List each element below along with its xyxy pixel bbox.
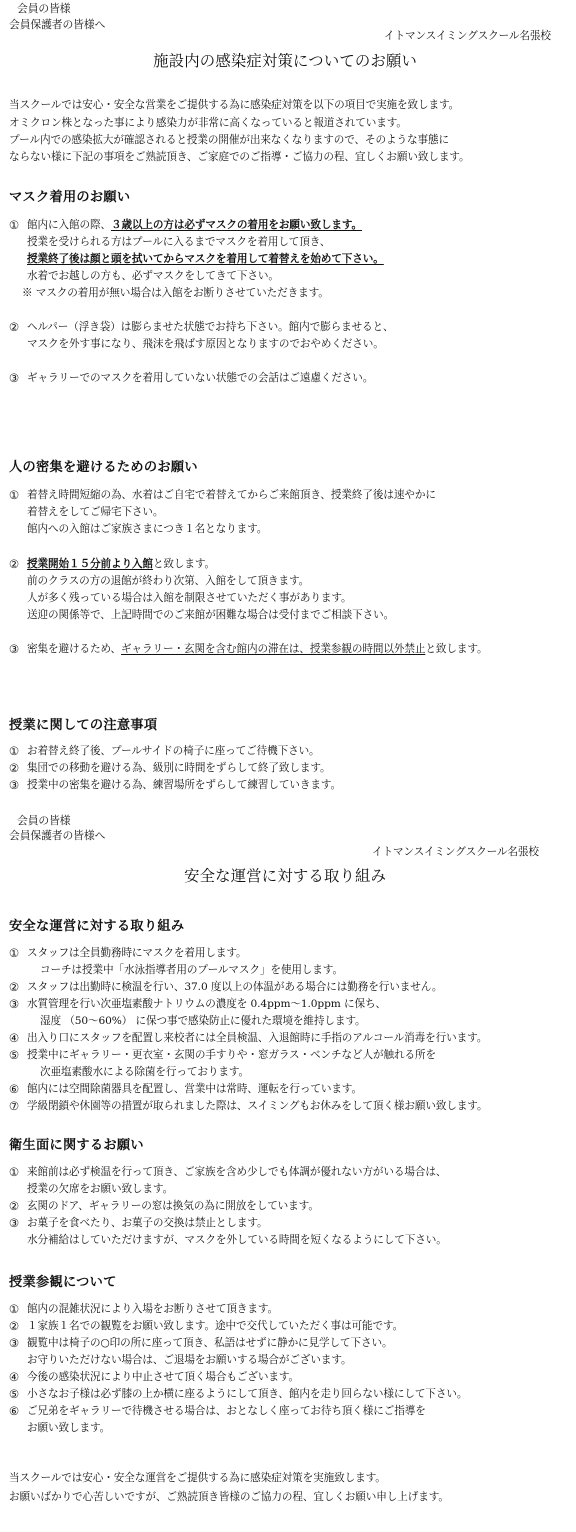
hygiene-item-line: 授業の欠席をお願い致します。 [27,1183,174,1195]
crowd-item-2-line: 前のクラスの方の退館が終わり次第、入館をして頂きます。 [27,575,310,587]
hygiene-item-line: 玄関のドア、ギャラリーの窓は換気の為に開放をしています。 [27,1200,319,1212]
salutation-guardians: 会員保護者の皆様へ [9,18,106,31]
mask-note: ※ マスクの着用が無い場合は入館をお断りさせていただきます。 [22,287,329,299]
lesson-item: 授業中の密集を避ける為、練習場所をずらして練習していきます。 [27,779,341,791]
hygiene-item-line: 水分補給はしていただけますが、マスクを外している時間を短くなるようにして下さい。 [27,1234,447,1246]
mask-item-3-line: ギャラリーでのマスクを着用していない状態での会話はご遠慮ください。 [27,372,374,384]
crowd-item-3-text: 密集を避けるため、 [27,643,122,655]
crowd-item-2-line [27,557,215,571]
salutation-guardians: 会員保護者の皆様へ [9,829,106,842]
closing-line: 当スクールでは安心・安全な運営をご提供する為に感染症対策を実施致します。 [9,1472,386,1484]
item-number: ① [8,1302,20,1316]
hygiene-item-line: お菓子を食べたり、お菓子の交換は禁止とします。 [27,1217,268,1229]
observation-item-line: 観覧中は椅子の○印の所に座って頂き、私語はせずに静かに見学して下さい。 [27,1337,393,1349]
item-number: ④ [8,1031,20,1045]
intro-line: オミクロン株となった事により感染力が非常に高くなっていると報道されています。 [9,117,407,129]
section-heading-lesson: 授業に関しての注意事項 [9,718,158,733]
item-number: ⑥ [8,1082,20,1096]
school-name: イトマンスイミングスクール名張校 [372,846,539,858]
observation-item-line: ご兄弟をギャラリーで待機させる場合は、おとなしく座ってお待ち頂く様にご指導を [27,1405,426,1417]
item-number: ③ [8,778,20,792]
item-number: ⑦ [8,1099,20,1113]
stay-restriction-rule: ギャラリー・玄関を含む館内の滞在は、授業参観の時間以外禁止 [121,643,426,655]
crowd-item-3-text: と致します。 [425,643,488,655]
crowd-item-3-line [27,642,487,656]
observation-item-line: お守りいただけない場合は、ご退場をお願いする場合がございます。 [27,1354,352,1366]
school-name: イトマンスイミングスクール名張校 [384,30,551,42]
item-number: ① [8,1165,20,1179]
safety-item-line: 学級閉鎖や休園等の措置が取られました際は、スイミングもお休みをして頂く様お願い致します。 [27,1100,488,1112]
crowd-item-2-line: 人が多く残っている場合は入館を制限させていただく事があります。 [27,592,352,604]
mask-item-2-line: ヘルパー（浮き袋）は膨らませた状態でお持ち下さい。館内で膨らませると、 [27,321,394,333]
page-title: 安全な運営に対する取り組み [184,867,387,885]
closing-line: お願いばかりで心苦しいですが、ご熟読頂き皆様のご協力の程、宜しくお願い申し上げます。 [9,1491,449,1503]
item-number: ② [8,320,20,334]
item-number: ② [8,1319,20,1333]
mask-item-1-line [27,218,362,232]
crowd-item-1-line: 館内への入館はご家族さまにつき１名となります。 [27,523,268,535]
intro-line: 当スクールでは安心・安全な営業をご提供する為に感染症対策を以下の項目で実施を致します。 [9,99,460,111]
crowd-item-1-line: 着替えをしてご帰宅下さい。 [27,506,164,518]
observation-item-line: 館内の混雑状況により入場をお断りさせて頂きます。 [27,1303,279,1315]
intro-line: プール内での感染拡大が確認されると授業の開催が出来なくなりますので、そのような事態に [9,134,449,146]
item-number: ③ [8,997,20,1011]
item-number: ③ [8,1336,20,1350]
item-number: ④ [8,1370,20,1384]
item-number: ⑥ [8,1404,20,1418]
item-number: ② [8,557,20,571]
section-heading-hygiene: 衛生面に関するお願い [9,1138,144,1153]
safety-item-line: 出入り口にスタッフを配置し来校者には全員検温、入退館時に手指のアルコール消毒を行います。 [27,1032,488,1044]
safety-item-line: スタッフは出勤時に検温を行い、37.0 度以上の体温がある場合には勤務を行いません。 [27,981,443,993]
safety-item-line: 次亜塩素酸水による除菌を行っております。 [40,1066,250,1078]
lesson-item: お着替え終了後、プールサイドの椅子に座ってご待機下さい。 [27,745,320,757]
item-number: ① [8,744,20,758]
salutation-members: 会員の皆様 [17,814,71,827]
crowd-item-2-line: 送迎の関係等で、上記時間でのご来館が困難な場合は受付までご相談下さい。 [27,609,395,621]
page-title: 施設内の感染症対策についてのお願い [153,52,418,70]
item-number: ① [8,488,20,502]
mask-item-2-line: マスクを外す事になり、飛沫を飛ばす原因となりますのでおやめください。 [27,338,384,350]
item-number: ② [8,980,20,994]
crowd-item-1-line: 着替え時間短縮の為、水着はご自宅で着替えてからご来館頂き、授業終了後は速やかに [27,489,436,501]
section-heading-observation: 授業参観について [9,1275,117,1290]
item-number: ③ [8,371,20,385]
safety-item-line: 水質管理を行い次亜塩素酸ナトリウムの濃度を 0.4ppm～1.0ppm に保ち、 [27,998,386,1010]
mask-age-requirement: ３歳以上の方は必ずマスクの着用をお願い致します。 [110,219,362,231]
safety-item-line: 授業中にギャラリー・更衣室・玄関の手すりや・窓ガラス・ベンチなど人が触れる所を [27,1049,436,1061]
section-heading-mask: マスク着用のお願い [9,190,131,205]
mask-item-1-text: 館内に入館の際、 [27,219,111,231]
lesson-item: 集団での移動を避ける為、級別に時間をずらして終了致します。 [27,762,331,774]
item-number: ⑤ [8,1048,20,1062]
hygiene-item-line: 来館前は必ず検温を行って頂き、ご家族を含め少しでも体調が優れない方がいる場合は、 [27,1166,447,1178]
safety-item-line: 湿度 （50～60%） に保つ事で感染防止に優れた環境を維持します。 [40,1015,366,1027]
observation-item-line: 今後の感染状況により中止させて頂く場合もございます。 [27,1371,299,1383]
item-number: ① [8,218,20,232]
safety-item-line: スタッフは全員勤務時にマスクを着用します。 [27,947,247,959]
item-number: ① [8,946,20,960]
entry-time-rule: 授業開始１５分前より入館 [27,558,153,570]
mask-after-lesson-instruction: 授業終了後は顔と頭を拭いてからマスクを着用して着替えを始めて下さい。 [27,253,384,265]
section-heading-safety: 安全な運営に対する取り組み [9,919,185,934]
section-heading-crowd: 人の密集を避けるためのお願い [9,460,198,475]
item-number: ⑤ [8,1387,20,1401]
salutation-members: 会員の皆様 [17,2,71,15]
item-number: ③ [8,642,20,656]
observation-item-line: 小さなお子様は必ず膝の上か横に座るようにして頂き、館内を走り回らない様にして下さい。 [27,1388,468,1400]
item-number: ③ [8,1216,20,1230]
item-number: ② [8,1199,20,1213]
observation-item-line: お願い致します。 [27,1422,111,1434]
crowd-item-2-text: と致します。 [152,558,216,570]
safety-item-line: 館内には空間除菌器具を配置し、営業中は常時、運転を行っています。 [27,1083,362,1095]
observation-item-line: １家族１名での観覧をお願い致します。途中で交代していただく事は可能です。 [27,1320,404,1332]
mask-item-1-line: 授業を受けられる方はプールに入るまでマスクを着用して頂き、 [27,236,331,248]
item-number: ② [8,761,20,775]
safety-item-line: コーチは授業中「水泳指導者用のプールマスク」を使用します。 [40,964,343,976]
mask-item-1-line: 水着でお越しの方も、必ずマスクをしてきて下さい。 [27,270,279,282]
intro-line: ならない様に下記の事項をご熟読頂き、ご家庭でのご指導・ご協力の程、宜しくお願い致します。 [9,151,470,163]
